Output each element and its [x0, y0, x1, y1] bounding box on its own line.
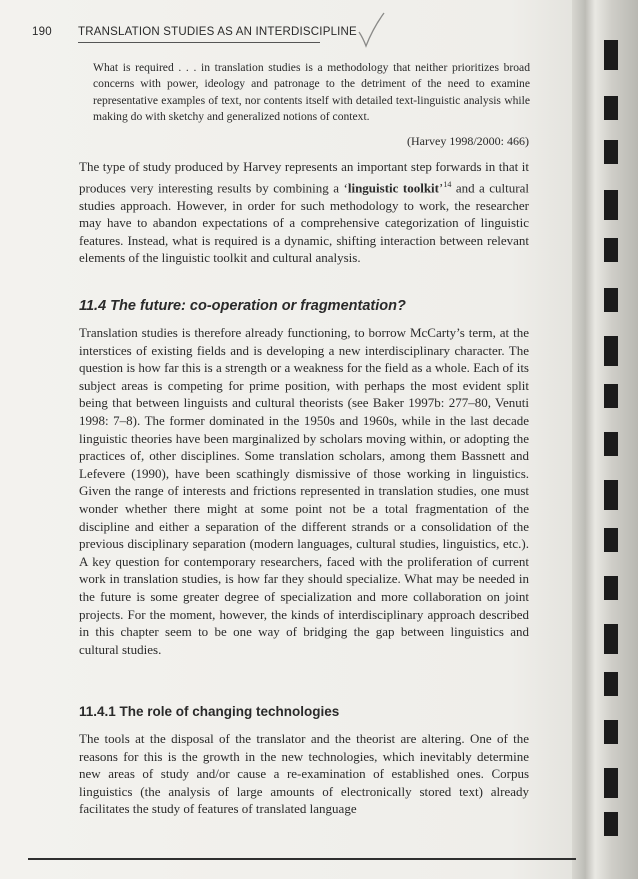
- running-title: TRANSLATION STUDIES AS AN INTERDISCIPLINE: [78, 26, 357, 38]
- binding-hole: [604, 528, 618, 552]
- quote-citation: (Harvey 1998/2000: 466): [407, 134, 529, 148]
- section-heading-11-4-1: 11.4.1 The role of changing technologies: [79, 704, 340, 719]
- footnote-ref: 14: [443, 179, 452, 189]
- binding-hole: [604, 432, 618, 456]
- binding-hole: [604, 576, 618, 600]
- handwritten-checkmark-icon: [357, 10, 387, 50]
- paragraph-future: Translation studies is therefore already functioning, to borrow McCarty’s term, at the interstices of existing fields and is developing a new interdisciplinary character. The question is how far this is a strength or a weakness for the field as a whole. Each of its subject areas is competing for prime position, with perhaps the most evident split being that between linguists and cultural theorists (see Baker 1997b: 277–80, Venuti 1998: 7–8). The former dominated in the 1950s and 1960s, while in the last decade linguistic theories have been marginalized by scholars moving within, or adopting the practices of, other disciplines. Some translation scholars, among them Bassnett and Lefevere (1990), have been scathingly dismissive of those working in linguistics. Given the range of interests and frictions represented in translation studies, one must wonder whether there might at some point not be a total fragmentation of the discipline and either a separation of the different strands or a consolidation of the previous disciplinary separation (modern languages, cultural studies, linguistics, etc.). A key question for contemporary researchers, faced with the proliferation of current work in translation studies, is how far they should specialize. What may be needed in the future is some greater degree of specialization and more collaboration on joint projects. For the moment, however, the kinds of interdisciplinary approach described in this chapter seem to be one way of bridging the gap between linguistics and cultural studies.: [79, 325, 529, 657]
- binding-hole: [604, 480, 618, 510]
- binding-hole: [604, 190, 618, 220]
- bottom-shadow-line: [28, 858, 576, 860]
- binding-hole: [604, 288, 618, 312]
- binding-hole: [604, 768, 618, 798]
- paragraph-text-before: The type of study produced by Harvey represents an important step forwards in that it produces very interesting results by combining a ‘: [79, 159, 529, 195]
- binding-hole: [604, 40, 618, 70]
- block-quote: What is required . . . in translation studies is a methodology that neither prioritizes broad concerns with power, ideology and patronage to the detriment of the need to examine representative examples of text, nor contents itself with detailed text-linguistic analysis while making do with sketchy and generalized notions of context.: [93, 61, 530, 123]
- binding-hole: [604, 96, 618, 120]
- binding-hole: [604, 720, 618, 744]
- bold-term: linguistic toolkit: [347, 179, 439, 195]
- header-underline: [78, 42, 320, 43]
- binding-hole: [604, 812, 618, 836]
- binding-hole: [604, 336, 618, 366]
- binding-hole: [604, 384, 618, 408]
- paragraph-technologies: The tools at the disposal of the translator and the theorist are altering. One of the reasons for this is the growth in the new technologies, which inevitably determine new areas of study and/or cause a re-examination of established ones. Corpus linguistics (the analysis of large amounts of electronically stored text) already facilitates the study of features of translated language: [79, 731, 529, 817]
- paragraph-text-after: and a cultural studies approach. However, in order for such methodology to work, the researcher may have to abandon expectations of a comprehensive categorization of linguistic features. Instead, what is required is a dynamic, shifting interaction between relevant elements of the linguistic toolkit and cultural analysis.: [79, 179, 529, 266]
- binding-hole: [604, 672, 618, 696]
- binding-hole: [604, 238, 618, 262]
- binding-hole: [604, 624, 618, 654]
- page-number: 190: [32, 26, 52, 38]
- binding-hole: [604, 140, 618, 164]
- section-heading-11-4: 11.4 The future: co-operation or fragmentation?: [79, 298, 406, 314]
- paragraph-harvey: The type of study produced by Harvey represents an important step forwards in that it produces very interesting results by combining a ‘linguistic toolkit’$^{14}$ and a cultural studies approach. However, in order for such methodology to work, the researcher may have to abandon expectations of a comprehensive categorization of linguistic features. Instead, what is required is a dynamic, shifting interaction between relevant elements of the linguistic toolkit and cultural analysis.: [79, 159, 529, 266]
